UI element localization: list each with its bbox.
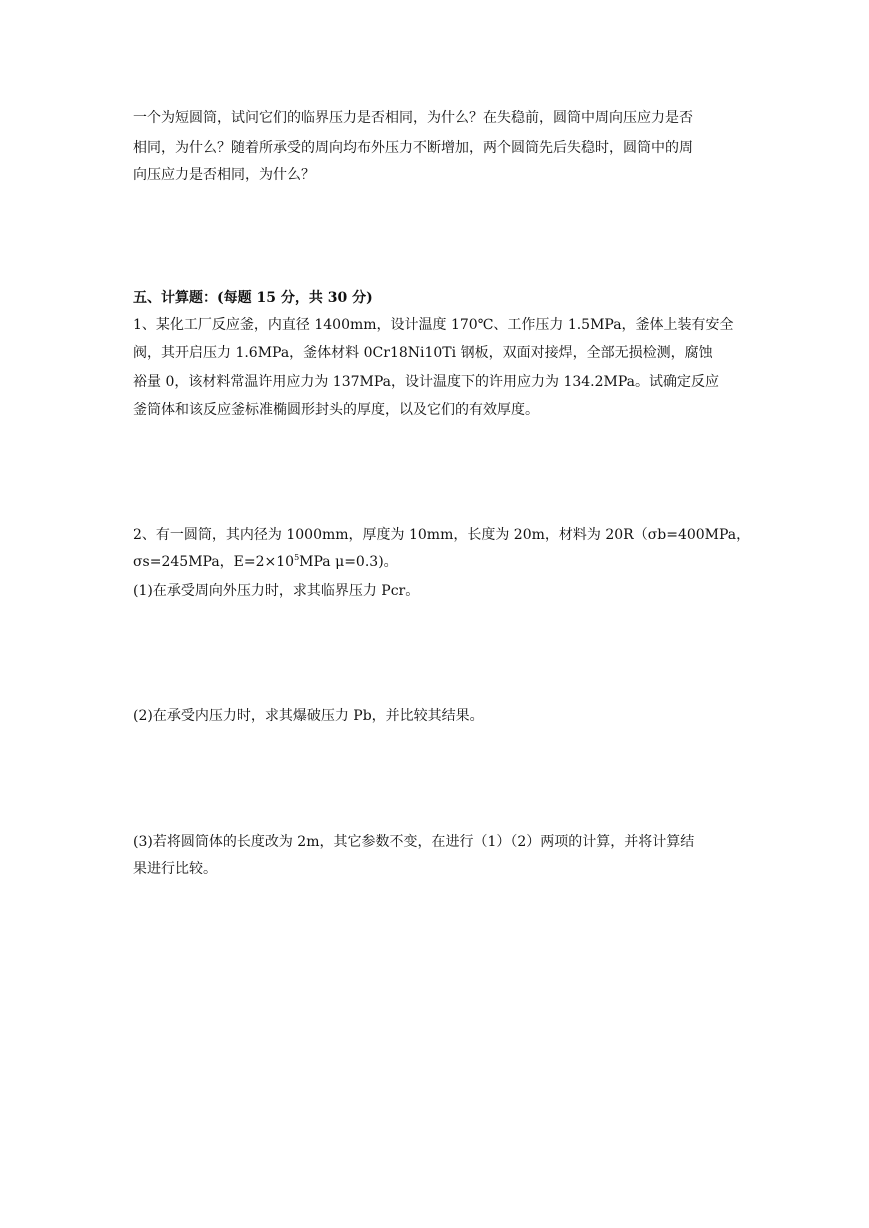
intro-line-1: 一个为短圆筒，试问它们的临界压力是否相同，为什么？在失稳前，圆筒中周向压应力是否	[133, 110, 693, 126]
problem1-line-3: 裕量 0，该材料常温许用应力为 137MPa，设计温度下的许用应力为 134.2MPa。试确定反应	[133, 374, 720, 390]
exponent-superscript: 5	[294, 553, 300, 562]
problem2-line-2-text: σs=245MPa，E=2×10	[133, 554, 295, 570]
intro-line-3: 向压应力是否相同，为什么？	[133, 167, 315, 183]
problem2-part-2: (2)在承受内压力时，求其爆破压力 Pb，并比较其结果。	[133, 708, 484, 724]
problem1-line-2: 阀，其开启压力 1.6MPa，釜体材料 0Cr18Ni10Ti 钢板，双面对接焊，全部无损检测，腐蚀	[133, 345, 713, 361]
problem2-part-3-line-1: (3)若将圆筒体的长度改为 2m，其它参数不变，在进行（1）（2）两项的计算，并将计算结	[133, 834, 695, 850]
problem2-part-1: (1)在承受周向外压力时，求其临界压力 Pcr。	[133, 583, 420, 599]
intro-line-2: 相同，为什么？随着所承受的周向均布外压力不断增加，两个圆筒先后失稳时，圆筒中的周	[133, 140, 693, 156]
problem2-part-3-line-2: 果进行比较。	[133, 861, 217, 877]
problem2-line-1: 2、有一圆筒，其内径为 1000mm，厚度为 10mm，长度为 20m，材料为 20R（σb=400MPa，	[133, 527, 751, 543]
problem2-line-2-text-end: MPa μ=0.3)。	[299, 554, 398, 570]
problem1-line-1: 1、某化工厂反应釜，内直径 1400mm，设计温度 170℃、工作压力 1.5MPa，釜体上装有安全	[133, 317, 734, 333]
problem2-line-2	[133, 553, 753, 571]
section-heading: 五、计算题：(每题 15 分，共 30 分)	[133, 290, 373, 306]
problem1-line-4: 釜筒体和该反应釜标准椭圆形封头的厚度，以及它们的有效厚度。	[133, 402, 539, 418]
